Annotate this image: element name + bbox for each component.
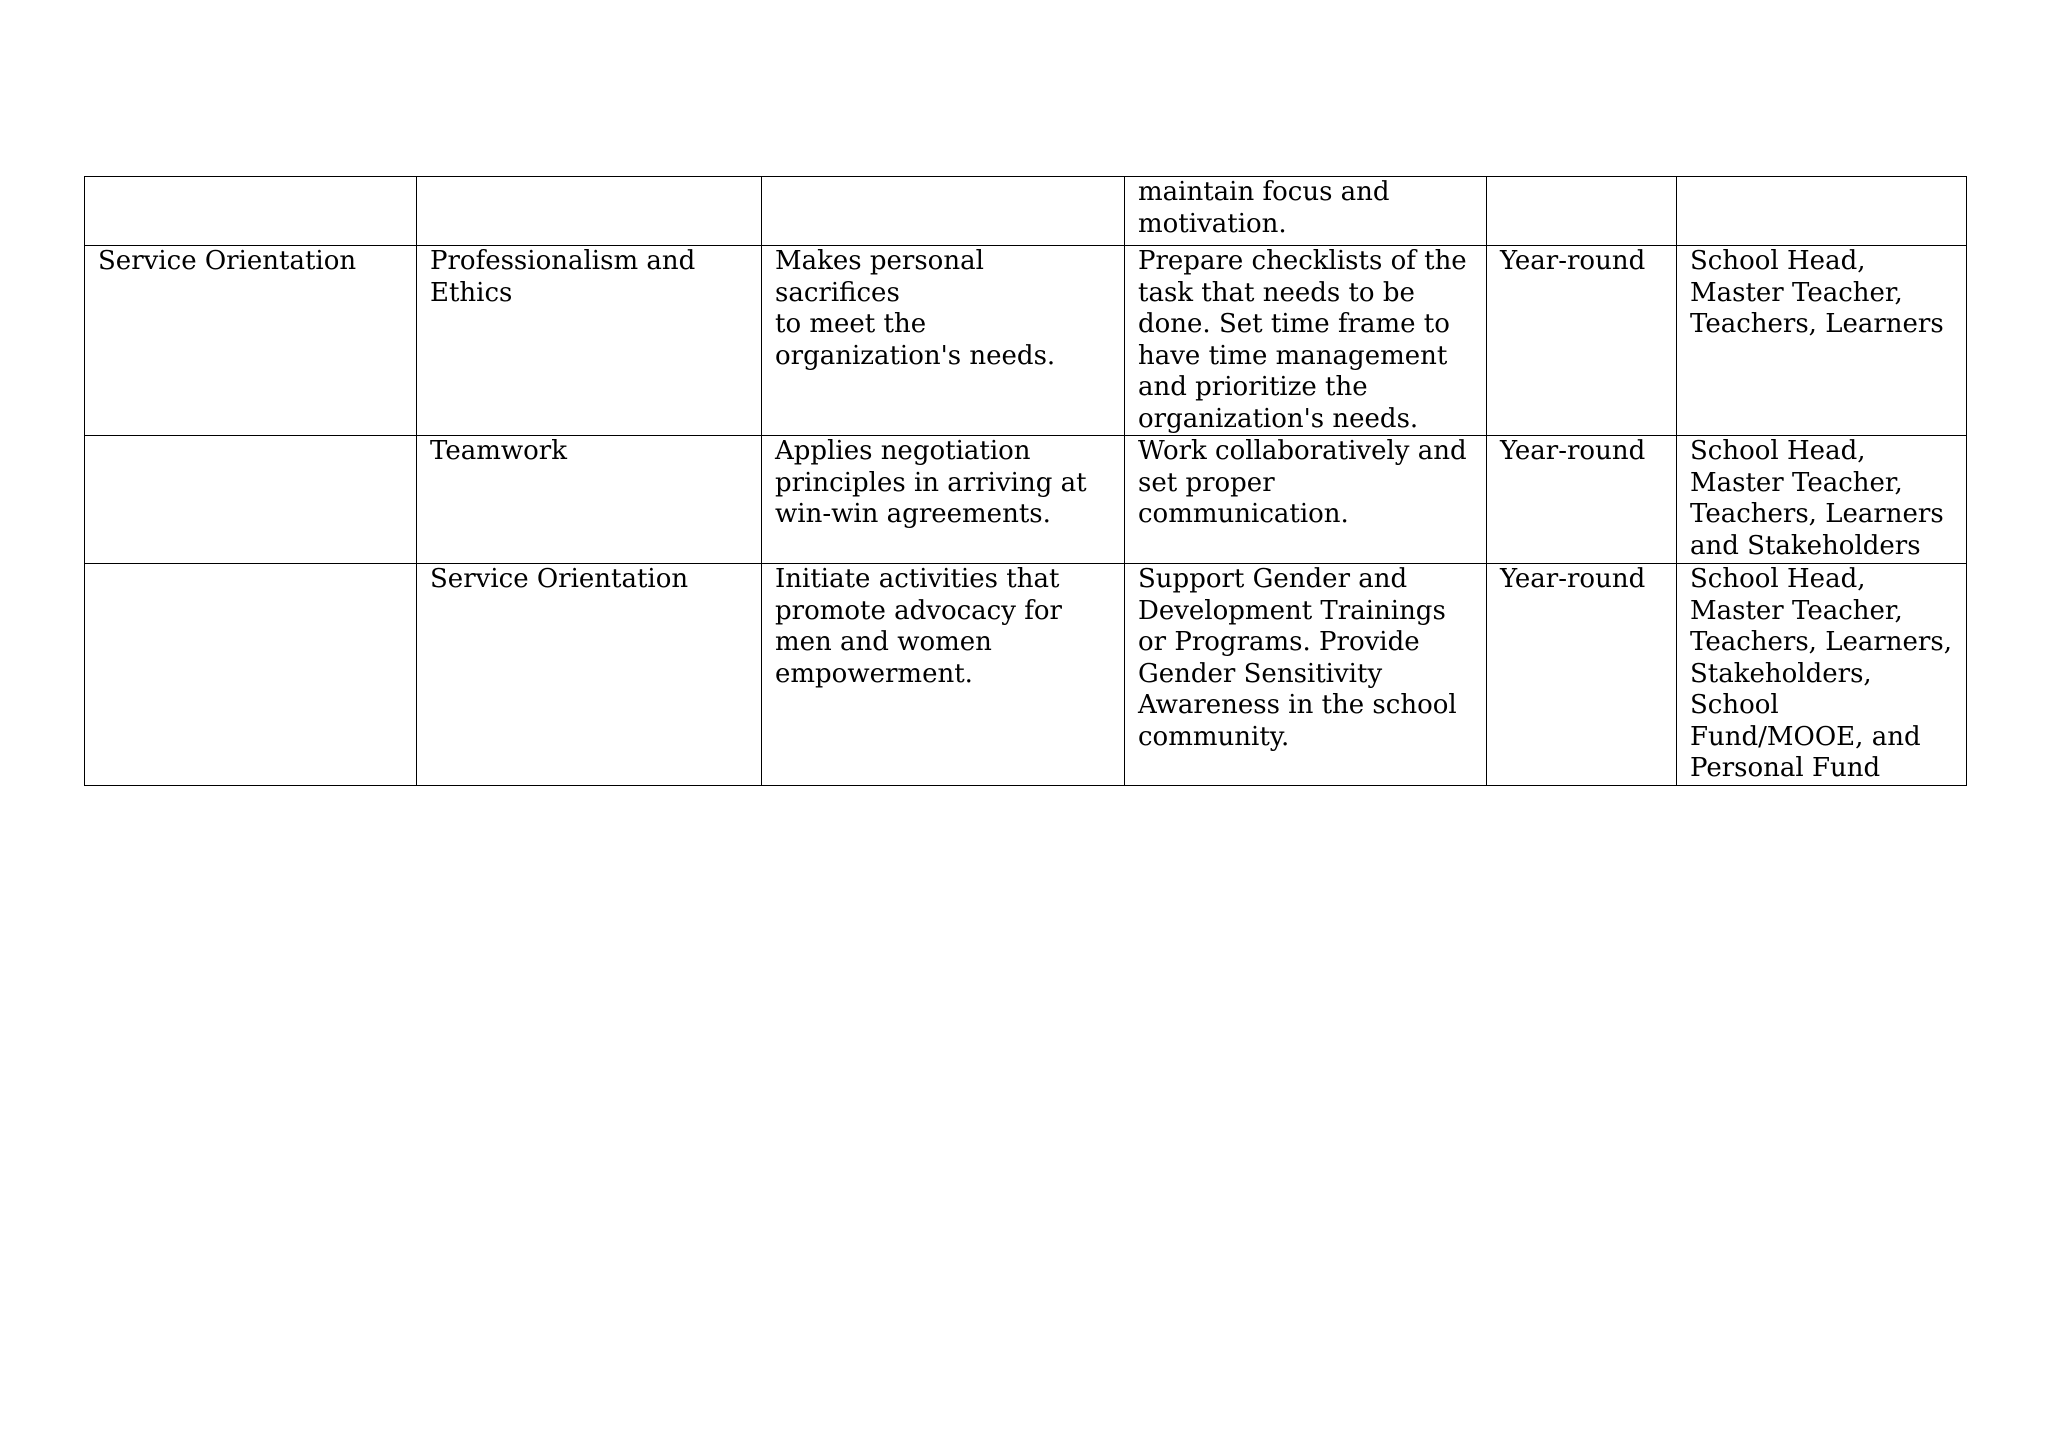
timeline-cell: Year-round xyxy=(1487,246,1677,436)
table-row xyxy=(85,177,1967,246)
resources-cell: School Head, Master Teacher, Teachers, Learners and Stakeholders xyxy=(1677,436,1967,564)
development-plan-table xyxy=(84,176,1967,786)
sub-competency-cell xyxy=(417,177,762,246)
indicator-cell: Makes personal sacrifices to meet the organization's needs. xyxy=(762,246,1125,436)
resources-cell xyxy=(1677,177,1967,246)
timeline-cell: Year-round xyxy=(1487,436,1677,564)
competency-cell xyxy=(85,564,417,786)
competency-cell xyxy=(85,177,417,246)
competency-cell: Service Orientation xyxy=(85,246,417,436)
timeline-cell: Year-round xyxy=(1487,564,1677,786)
indicator-cell xyxy=(762,177,1125,246)
sub-competency-cell: Professionalism and Ethics xyxy=(417,246,762,436)
table-row xyxy=(85,246,1967,436)
resources-cell: School Head, Master Teacher, Teachers, Learners xyxy=(1677,246,1967,436)
indicator-cell: Applies negotiation principles in arriving at win-win agreements. xyxy=(762,436,1125,564)
timeline-cell xyxy=(1487,177,1677,246)
table-row xyxy=(85,564,1967,786)
competency-cell xyxy=(85,436,417,564)
sub-competency-cell: Teamwork xyxy=(417,436,762,564)
intervention-cell: Support Gender and Development Trainings or Programs. Provide Gender Sensitivity Awareness in the school community. xyxy=(1125,564,1487,786)
table-row xyxy=(85,436,1967,564)
intervention-cell: maintain focus and motivation. xyxy=(1125,177,1487,246)
indicator-cell: Initiate activities that promote advocacy for men and women empowerment. xyxy=(762,564,1125,786)
resources-cell: School Head, Master Teacher, Teachers, Learners, Stakeholders, School Fund/MOOE, and Personal Fund xyxy=(1677,564,1967,786)
intervention-cell: Work collaboratively and set proper communication. xyxy=(1125,436,1487,564)
intervention-cell: Prepare checklists of the task that needs to be done. Set time frame to have time management and prioritize the organization's needs. xyxy=(1125,246,1487,436)
sub-competency-cell: Service Orientation xyxy=(417,564,762,786)
